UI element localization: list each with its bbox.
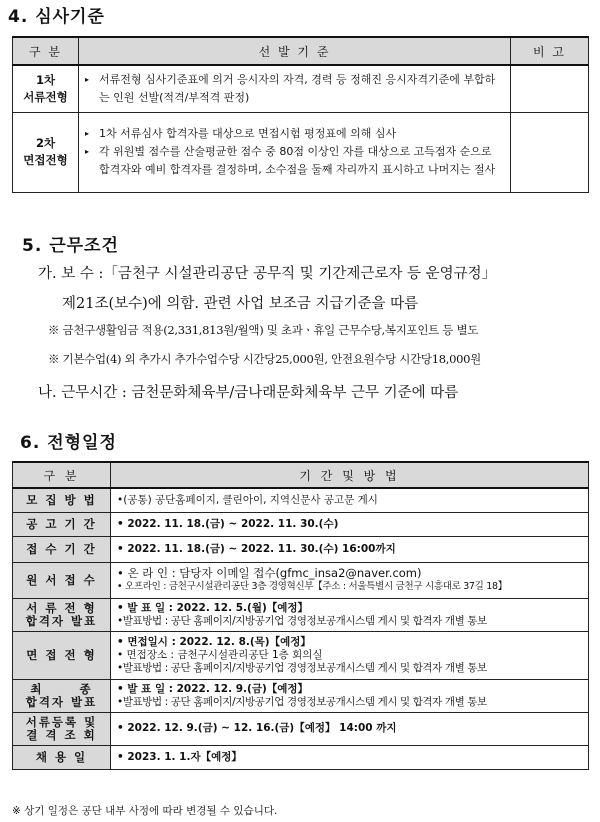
row-remark xyxy=(511,112,589,192)
label-line: 원 서 접 수 xyxy=(26,572,97,587)
criteria-text: 서류전형 심사기준표에 의거 응시자의 자격, 경력 등 정해진 응시자격기준에 부합하는 인원 선발(적격/부적격 판정) xyxy=(99,72,496,104)
row-category xyxy=(13,112,79,192)
screening-criteria-table xyxy=(12,36,589,193)
table-row xyxy=(13,112,589,192)
bullet-icon: ▸ xyxy=(85,74,90,84)
label-line: 모 집 방 법 xyxy=(26,492,97,507)
detail-line: •발표방법 : 공단 홈페이지/지방공기업 경영정보공개시스템 게시 및 합격자 개별 통보 xyxy=(117,661,487,674)
row-remark xyxy=(511,65,589,112)
detail-line: • 발 표 일 : 2022. 12. 9.(금)【예정】 xyxy=(117,682,309,695)
table-row xyxy=(13,562,589,598)
table-row xyxy=(13,745,589,769)
criteria-text: 각 위원별 점수를 산술평균한 점수 중 80점 이상인 자를 대상으로 고득점자 순으로 합격자와 예비 합격자를 결정하며, 소수점을 둘째 자리까지 표시하고 나머지는 절사 xyxy=(99,145,496,176)
schedule-label xyxy=(13,536,111,562)
pay-line xyxy=(38,262,496,283)
pay-note-2: ※ 기본수업(4) 외 추가시 추가수업수당 시간당25,000원, 안전요원수당 시간당18,000원 xyxy=(48,352,481,366)
table-row xyxy=(13,512,589,536)
schedule-footnote: ※ 상기 일정은 공단 내부 사정에 따라 변경될 수 있습니다. xyxy=(12,805,278,817)
schedule-detail xyxy=(111,536,589,562)
detail-line: • 오프라인 : 금천구시설관리공단 3층 경영혁신부【주소 : 서울특별시 금천구 시흥대로 37길 18】 xyxy=(117,581,507,592)
detail-line: • 온 라 인 : 담당자 이메일 접수(gfmc_insa2@naver.com) xyxy=(117,566,422,580)
category-line: 면접전형 xyxy=(23,153,68,167)
work-hours-line: 나. 근무시간 : 금천문화체육부/금나래문화체육부 근무 기준에 따름 xyxy=(38,385,459,401)
label-line: 결 격 조 회 xyxy=(26,727,97,742)
detail-line: • 면접일시 : 2022. 12. 8.(목)【예정】 xyxy=(117,635,311,648)
header-category: 구 분 xyxy=(13,462,111,488)
label-line: 접 수 기 간 xyxy=(26,541,97,556)
table-row xyxy=(13,712,589,745)
category-line: 서류전형 xyxy=(23,89,68,104)
header-remarks: 비 고 xyxy=(511,37,589,65)
pay-text-2: 제21조(보수)에 의함. 관련 사업 보조금 지급기준을 따름 xyxy=(62,296,419,312)
detail-line: • 2023. 1. 1.자【예정】 xyxy=(117,750,242,763)
detail-line: • 면접장소 : 금천구시설관리공단 1층 회의실 xyxy=(117,648,323,661)
label-line: 서 류 전 형 xyxy=(26,600,97,615)
header-category: 구 분 xyxy=(13,37,79,65)
schedule-detail xyxy=(111,679,589,712)
label-line: 합격자 발표 xyxy=(25,694,98,709)
schedule-detail xyxy=(111,745,589,769)
schedule-detail xyxy=(111,488,589,512)
schedule-detail xyxy=(111,562,589,598)
section-5-title: 5. 근무조건 xyxy=(22,236,119,256)
section-6-title: 6. 전형일정 xyxy=(20,433,117,453)
row-criteria xyxy=(79,65,511,112)
label-line: 공 고 기 간 xyxy=(26,516,97,531)
label-line: 채 용 일 xyxy=(35,749,88,764)
schedule-table xyxy=(12,461,589,770)
schedule-detail xyxy=(111,631,589,679)
table-row xyxy=(13,488,589,512)
label-line: 합격자 발표 xyxy=(25,613,98,628)
schedule-detail xyxy=(111,598,589,631)
schedule-label xyxy=(13,512,111,536)
schedule-label xyxy=(13,712,111,745)
bullet-icon: ▸ xyxy=(85,147,90,156)
category-line: 1차 xyxy=(35,72,56,87)
schedule-label xyxy=(13,598,111,631)
row-criteria xyxy=(79,112,511,192)
detail-line: • 2022. 11. 18.(금) ~ 2022. 11. 30.(수) 16:00까지 xyxy=(117,542,396,555)
row-category xyxy=(13,65,79,112)
detail-line: • 발 표 일 : 2022. 12. 5.(월)【예정】 xyxy=(117,601,309,614)
label-line: 최 종 xyxy=(30,681,93,696)
table-row xyxy=(13,679,589,712)
table-row xyxy=(13,598,589,631)
detail-line: •(공통) 공단홈페이지, 클린아이, 지역신문사 공고문 게시 xyxy=(117,493,378,506)
table-row xyxy=(13,65,589,112)
detail-line: • 2022. 11. 18.(금) ~ 2022. 11. 30.(수) xyxy=(117,517,339,530)
header-schedule: 기 간 및 방 법 xyxy=(111,462,589,488)
schedule-label xyxy=(13,562,111,598)
bullet-icon: ▸ xyxy=(85,129,90,138)
criteria-text: 1차 서류심사 합격자를 대상으로 면접시험 평정표에 의해 심사 xyxy=(99,127,397,140)
schedule-detail xyxy=(111,712,589,745)
detail-line: •발표방법 : 공단 홈페이지/지방공기업 경영정보공개시스템 게시 및 합격자 개별 통보 xyxy=(117,614,487,627)
category-line: 2차 xyxy=(35,136,56,150)
schedule-label xyxy=(13,679,111,712)
header-criteria: 선 발 기 준 xyxy=(79,37,511,65)
schedule-label xyxy=(13,488,111,512)
section-4-title: 4. 심사기준 xyxy=(8,7,105,27)
table-row xyxy=(13,536,589,562)
detail-line: • 2022. 12. 9.(금) ~ 12. 16.(금)【예정】 14:00 까지 xyxy=(117,722,397,734)
pay-label: 가. 보 수 : xyxy=(38,266,104,282)
table-row xyxy=(13,631,589,679)
pay-text: 「금천구 시설관리공단 공무직 및 기간제근로자 등 운영규정」 xyxy=(103,266,497,282)
schedule-detail xyxy=(111,512,589,536)
label-line: 면 접 전 형 xyxy=(26,647,97,662)
schedule-label xyxy=(13,631,111,679)
schedule-label xyxy=(13,745,111,769)
detail-line: •발표방법 : 공단 홈페이지/지방공기업 경영정보공개시스템 게시 및 합격자 개별 통보 xyxy=(117,695,487,708)
pay-note-1: ※ 금천구생활임금 적용(2,331,813원/월액) 및 초과ㆍ휴일 근무수당,복지포인트 등 별도 xyxy=(48,323,479,337)
label-line: 서류등록 및 xyxy=(25,714,98,729)
